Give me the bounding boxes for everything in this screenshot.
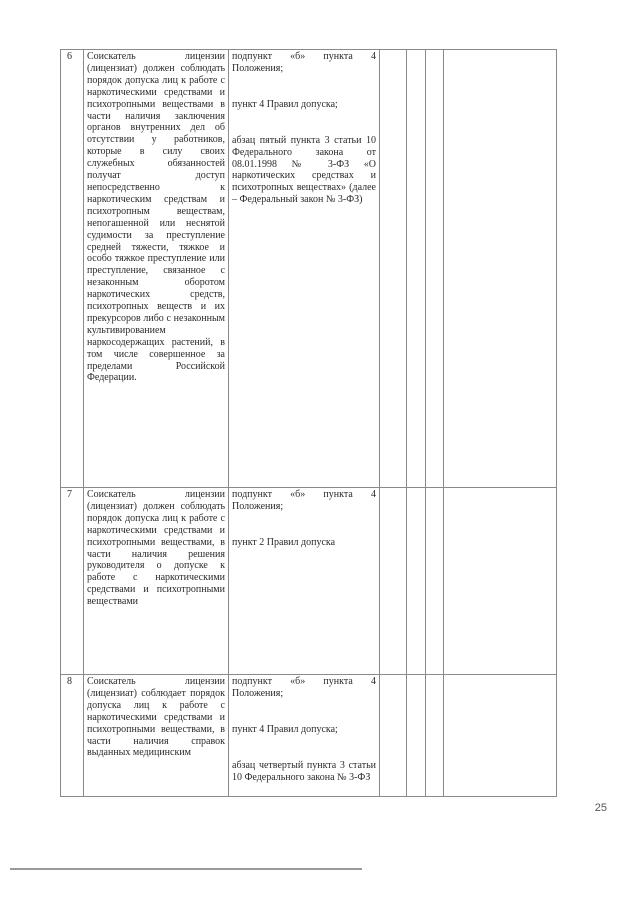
- row-number: 6: [61, 50, 84, 488]
- empty-cell: [426, 675, 444, 797]
- legal-reference: пункт 4 Правил допуска;: [232, 98, 338, 110]
- legal-reference-cell: [229, 488, 380, 675]
- legal-reference: абзац четвертый пункта 3 статьи 10 Федерального закона № 3-ФЗ: [232, 759, 376, 783]
- legal-reference: пункт 4 Правил допуска;: [232, 723, 338, 735]
- empty-cell: [407, 488, 426, 675]
- table-row: [61, 675, 557, 797]
- legal-reference: абзац пятый пункта 3 статьи 10 Федерального закона от 08.01.1998 № 3-ФЗ «О наркотических средствах и психотропных веществах» (далее – Федеральный закон № 3-ФЗ): [232, 134, 376, 206]
- legal-reference-cell: [229, 675, 380, 797]
- row-number: 7: [61, 488, 84, 675]
- legal-reference: подпункт «б» пункта 4 Положения;: [232, 51, 376, 74]
- empty-cell: [407, 50, 426, 488]
- table-row: [61, 488, 557, 675]
- empty-cell: [426, 50, 444, 488]
- empty-cell: [444, 50, 557, 488]
- empty-cell: [444, 488, 557, 675]
- empty-cell: [407, 675, 426, 797]
- requirements-table: [60, 49, 557, 797]
- page-number: 25: [594, 802, 607, 814]
- requirement-text: Соискатель лицензии (лицензиат) должен соблюдать порядок допуска лиц к работе с наркотическими средствами и психотропными веществами в части наличия заключения органов внутренних дел об отсутствии у работников, которые в силу своих служебных обязанностей получат доступ непосредственно к наркотическим средствам и психотропным веществам, непогашенной или неснятой судимости за преступление средней тяжести, тяжкое и особо тяжкое преступление или преступление, связанное с незаконным оборотом наркотических средств, психотропных веществ и их прекурсоров либо с незаконным культивированием наркосодержащих растений, в том числе совершенное за пределами Российской Федерации.: [84, 50, 229, 488]
- legal-reference: подпункт «б» пункта 4 Положения;: [232, 489, 376, 512]
- legal-reference-cell: [229, 50, 380, 488]
- legal-reference: подпункт «б» пункта 4 Положения;: [232, 676, 376, 699]
- requirement-text: Соискатель лицензии (лицензиат) должен соблюдать порядок допуска лиц к работе с наркотическими средствами и психотропными веществами, в части наличия решения руководителя о допуске к работе с наркотическими средствами и психотропными веществами: [84, 488, 229, 675]
- requirement-text: Соискатель лицензии (лицензиат) соблюдает порядок допуска лиц к работе с наркотическими средствами и психотропными веществами, в части наличия справок выданных медицинским: [84, 675, 229, 797]
- scan-artifact-line: [10, 868, 362, 870]
- empty-cell: [426, 488, 444, 675]
- empty-cell: [444, 675, 557, 797]
- empty-cell: [380, 50, 407, 488]
- table-row: [61, 50, 557, 488]
- row-number: 8: [61, 675, 84, 797]
- empty-cell: [380, 675, 407, 797]
- legal-reference: пункт 2 Правил допуска: [232, 536, 336, 548]
- empty-cell: [380, 488, 407, 675]
